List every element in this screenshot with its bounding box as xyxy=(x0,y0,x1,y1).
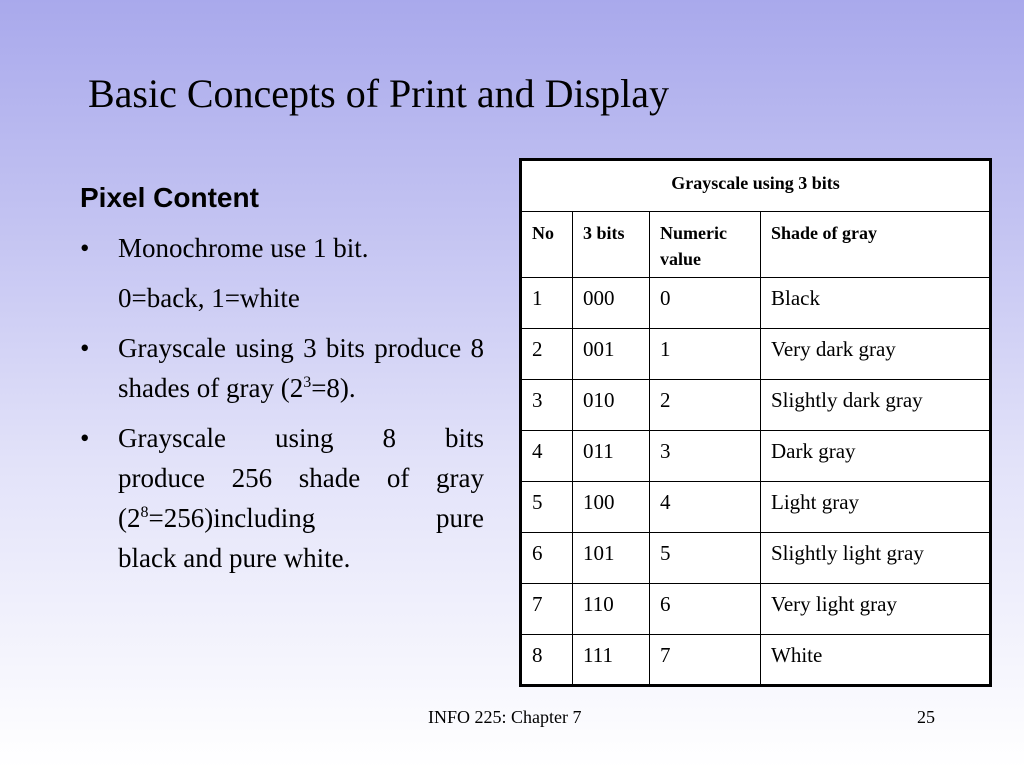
section-heading: Pixel Content xyxy=(80,182,259,213)
exponent-8: 8 xyxy=(140,504,149,521)
cell-bits: 011 xyxy=(573,431,650,482)
cell-bits: 101 xyxy=(573,533,650,584)
pixel-content-section xyxy=(80,180,484,578)
cell-shade: Very dark gray xyxy=(761,329,991,380)
grayscale-3bit-tail: =8). xyxy=(311,373,356,403)
grayscale-8bit-line-3-end: =256)including pure xyxy=(148,503,484,533)
cell-shade: Dark gray xyxy=(761,431,991,482)
header-no: No xyxy=(521,212,573,278)
bullet-glyph: • xyxy=(80,333,90,363)
table-row xyxy=(521,431,991,482)
table-row xyxy=(521,533,991,584)
cell-no: 8 xyxy=(521,635,573,686)
cell-no: 5 xyxy=(521,482,573,533)
cell-no: 3 xyxy=(521,380,573,431)
bullet-glyph: • xyxy=(80,423,90,453)
table-row xyxy=(521,482,991,533)
table-row xyxy=(521,584,991,635)
grayscale-8bit-line-1: Grayscale using 8 bits xyxy=(118,423,484,453)
cell-numeric: 0 xyxy=(650,278,761,329)
cell-no: 2 xyxy=(521,329,573,380)
grayscale-8bit-line-3 xyxy=(118,498,484,538)
grayscale-table xyxy=(519,158,992,687)
table-header-row xyxy=(521,212,991,278)
table-caption: Grayscale using 3 bits xyxy=(521,160,991,212)
cell-numeric: 7 xyxy=(650,635,761,686)
cell-bits: 001 xyxy=(573,329,650,380)
cell-numeric: 5 xyxy=(650,533,761,584)
monochrome-line-2: 0=back, 1=white xyxy=(118,283,300,313)
cell-bits: 100 xyxy=(573,482,650,533)
cell-no: 4 xyxy=(521,431,573,482)
slide-title: Basic Concepts of Print and Display xyxy=(88,71,670,116)
bullet-grayscale-3bit xyxy=(80,328,484,408)
bullet-grayscale-8bit xyxy=(80,418,484,578)
header-3-bits: 3 bits xyxy=(573,212,650,278)
cell-numeric: 4 xyxy=(650,482,761,533)
grayscale-8bit-line-2: produce 256 shade of gray xyxy=(118,463,484,493)
cell-shade: Slightly light gray xyxy=(761,533,991,584)
table-row xyxy=(521,278,991,329)
cell-bits: 111 xyxy=(573,635,650,686)
header-shade-of-gray: Shade of gray xyxy=(761,212,991,278)
table-row xyxy=(521,329,991,380)
cell-numeric: 1 xyxy=(650,329,761,380)
cell-shade: Very light gray xyxy=(761,584,991,635)
cell-shade: White xyxy=(761,635,991,686)
cell-numeric: 2 xyxy=(650,380,761,431)
bullet-glyph: • xyxy=(80,233,90,263)
exponent-3: 3 xyxy=(303,374,312,391)
page-number: 25 xyxy=(917,707,935,727)
footer-course: INFO 225: Chapter 7 xyxy=(428,707,582,727)
grayscale-3bit-text: Grayscale using 3 bits produce 8 shades of gray (2 xyxy=(118,333,484,403)
monochrome-line-1: Monochrome use 1 bit. xyxy=(118,233,369,263)
cell-bits: 000 xyxy=(573,278,650,329)
table-row xyxy=(521,635,991,686)
grayscale-8bit-line-4: black and pure white. xyxy=(118,543,351,573)
cell-no: 7 xyxy=(521,584,573,635)
bullet-monochrome xyxy=(80,228,484,318)
cell-bits: 110 xyxy=(573,584,650,635)
header-numeric-value: Numeric value xyxy=(650,212,761,278)
cell-numeric: 6 xyxy=(650,584,761,635)
cell-no: 1 xyxy=(521,278,573,329)
grayscale-8bit-line-3-start: (2 xyxy=(118,503,141,533)
table-row xyxy=(521,380,991,431)
cell-shade: Slightly dark gray xyxy=(761,380,991,431)
cell-shade: Light gray xyxy=(761,482,991,533)
cell-numeric: 3 xyxy=(650,431,761,482)
cell-bits: 010 xyxy=(573,380,650,431)
cell-no: 6 xyxy=(521,533,573,584)
cell-shade: Black xyxy=(761,278,991,329)
